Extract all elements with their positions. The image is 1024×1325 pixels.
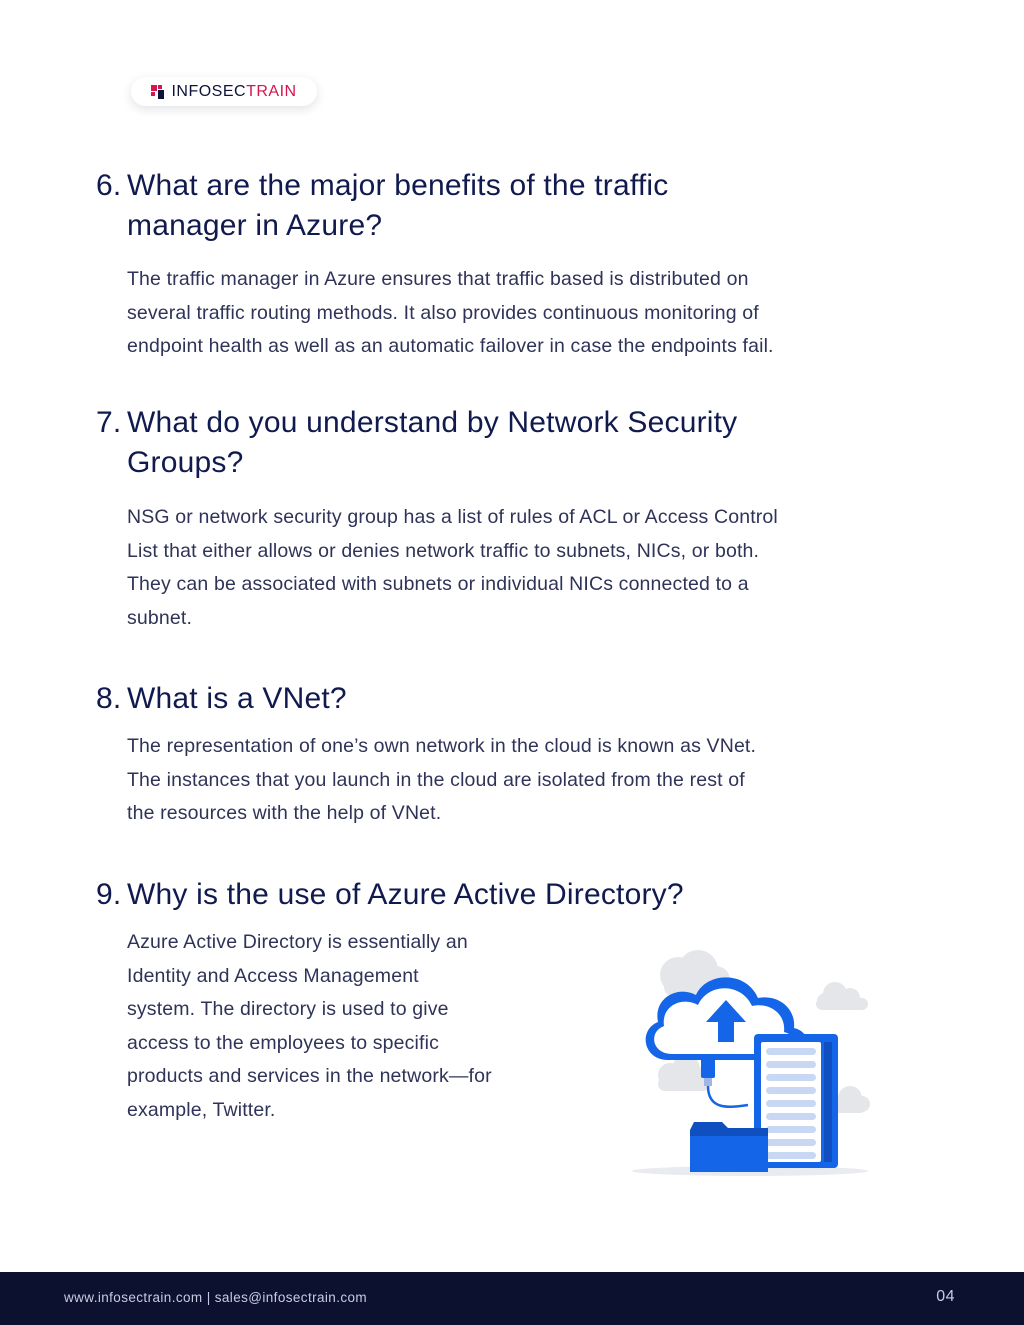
question-8-title: 8. What is a VNet? xyxy=(96,682,347,715)
question-7-answer: NSG or network security group has a list of rules of ACL or Access Control List that either allows or denies network traffic to subnets, NICs, or both. They can be associated with subnets or individual NICs connected to a subnet. xyxy=(127,506,778,629)
question-8-answer: The representation of one’s own network in the cloud is known as VNet. The instances that you launch in the cloud are isolated from the rest of the resources with the help of VNet. xyxy=(127,735,757,824)
brand-logo xyxy=(131,77,317,106)
logo-text: INFOSECTRAIN xyxy=(171,82,297,100)
question-7-title: 7. What do you understand by Network Security Groups? xyxy=(96,406,738,479)
question-6-answer: The traffic manager in Azure ensures that traffic based is distributed on several traffic routing methods. It also provides continuous monitoring of endpoint health as well as an automatic failover in case the endpoints fail. xyxy=(127,268,774,357)
cloud-upload-server-icon xyxy=(628,950,878,1180)
question-9-answer: Azure Active Directory is essentially an Identity and Access Management system. The directory is used to give access to the employees to specific products and services in the network—for example, Twitter. xyxy=(127,931,492,1121)
question-9-title: 9. Why is the use of Azure Active Directory? xyxy=(96,878,684,911)
logo-mark-icon xyxy=(151,85,165,99)
page-number: 04 xyxy=(936,1288,955,1305)
footer-bar xyxy=(0,1272,1024,1325)
footer-contact[interactable]: www.infosectrain.com | sales@infosectrain.com xyxy=(64,1290,368,1305)
question-6-title: 6. What are the major benefits of the traffic manager in Azure? xyxy=(96,169,669,242)
